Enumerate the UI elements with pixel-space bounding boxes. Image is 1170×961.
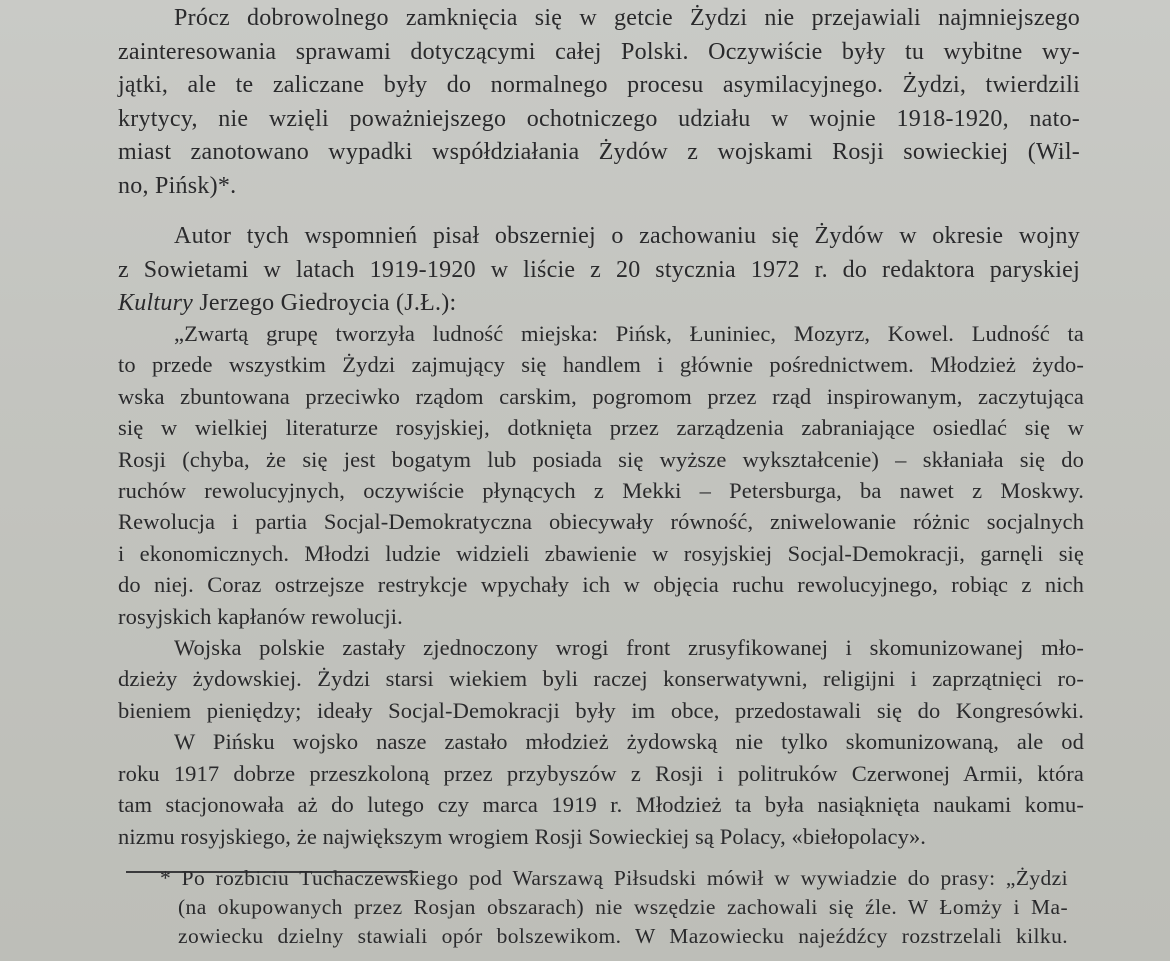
quote-line: Rosji (chyba, że się jest bogatym lub posiada się wyższe wykształcenie) – skłaniała się do <box>118 446 1084 472</box>
quote-line: Wojska polskie zastały zjednoczony wrogi front zrusyfikowanej i skomunizowanej mło- <box>174 635 1084 661</box>
footnote-line: zowiecku dzielny stawiali opór bolszewikom. W Mazowiecku najeźdźcy rozstrzelali kilku. <box>178 924 1068 948</box>
footnote-line: * Po rozbiciu Tuchaczewskiego pod Warszawą Piłsudski mówił w wywiadzie do prasy: „Żydzi <box>160 866 1068 890</box>
text-line: miast zanotowano wypadki współdziałania Żydów z wojskami Rosji sowieckiej (Wil- <box>118 139 1080 165</box>
paragraph-author-letter <box>118 220 1080 321</box>
quote-line: dzieży żydowskiej. Żydzi starsi wiekiem byli raczej konserwatywni, religijni i zaprzątnięci ro- <box>118 666 1084 692</box>
quote-line: i ekonomicznych. Młodzi ludzie widzieli zbawienie w rosyjskiej Socjal-Demokracji, garnęli się <box>118 540 1084 566</box>
text-line <box>118 287 1080 321</box>
quote-line: do niej. Coraz ostrzejsze restrykcje wpychały ich w objęcia ruchu rewolucyjnego, robiąc z nich <box>118 572 1084 598</box>
text-line: Autor tych wspomnień pisał obszerniej o zachowaniu się Żydów w okresie wojny <box>174 223 1080 249</box>
quote-line: Rewolucja i partia Socjal-Demokratyczna obiecywały równość, zniwelowanie różnic socjalnych <box>118 509 1084 535</box>
quoted-letter <box>118 318 1084 852</box>
quote-line: roku 1917 dobrze przeszkoloną przez przybyszów z Rosji i politruków Czerwonej Armii, która <box>118 760 1084 786</box>
book-page <box>118 0 1098 961</box>
paragraph-jewish-isolation <box>118 2 1080 203</box>
quote-line: nizmu rosyjskiego, że największym wrogiem Rosji Sowieckiej są Polacy, «biełopolacy». <box>118 823 927 849</box>
quote-line: rosyjskich kapłanów rewolucji. <box>118 603 403 629</box>
quote-line: tam stacjonowała aż do lutego czy marca 1919 r. Młodzież ta była nasiąknięta naukami komu- <box>118 792 1084 818</box>
text-line: Prócz dobrowolnego zamknięcia się w getcie Żydzi nie przejawiali najmniejszego <box>174 5 1080 31</box>
journal-title: Kultury <box>118 290 194 316</box>
footnote <box>118 864 1068 951</box>
quote-line: się w wielkiej literaturze rosyjskiej, dotknięta przez zarządzenia zabraniające osiedlać się w <box>118 415 1084 441</box>
quote-line: to przede wszystkim Żydzi zajmujący się handlem i głównie pośrednictwem. Młodzież żydo- <box>118 352 1084 378</box>
text-line: zainteresowania sprawami dotyczącymi całej Polski. Oczywiście były tu wybitne wy- <box>118 38 1080 65</box>
text-fragment: Jerzego Giedroycia (J.Ł.): <box>193 290 457 316</box>
quote-line: „Zwartą grupę tworzyła ludność miejska: Pińsk, Łuniniec, Mozyrz, Kowel. Ludność ta <box>174 321 1084 346</box>
quote-line: wska zbuntowana przeciwko rządom carskim, pogromom przez rząd inspirowanym, zaczytująca <box>118 383 1084 409</box>
quote-line: W Pińsku wojsko nasze zastało młodzież żydowską nie tylko skomunizowaną, ale od <box>174 729 1084 755</box>
text-line: krytycy, nie wzięli poważniejszego ochotniczego udziału w wojnie 1918-1920, nato- <box>118 105 1080 132</box>
text-line: jątki, ale te zaliczane były do normalnego procesu asymilacyjnego. Żydzi, twierdzili <box>118 72 1080 98</box>
text-line: z Sowietami w latach 1919-1920 w liście z 20 stycznia 1972 r. do redaktora paryskiej <box>118 256 1080 283</box>
text-line: no, Pińsk)*. <box>118 172 237 199</box>
footnote-line: (na okupowanych przez Rosjan obszarach) nie wszędzie zachowali się źle. W Łomży i Ma- <box>178 895 1068 919</box>
quote-line: ruchów rewolucyjnych, oczywiście płynących z Mekki – Petersburga, ba nawet z Moskwy. <box>118 478 1084 504</box>
quote-line: bieniem pieniędzy; ideały Socjal-Demokracji były im obce, przedostawali się do Kongresówki. <box>118 697 1084 723</box>
